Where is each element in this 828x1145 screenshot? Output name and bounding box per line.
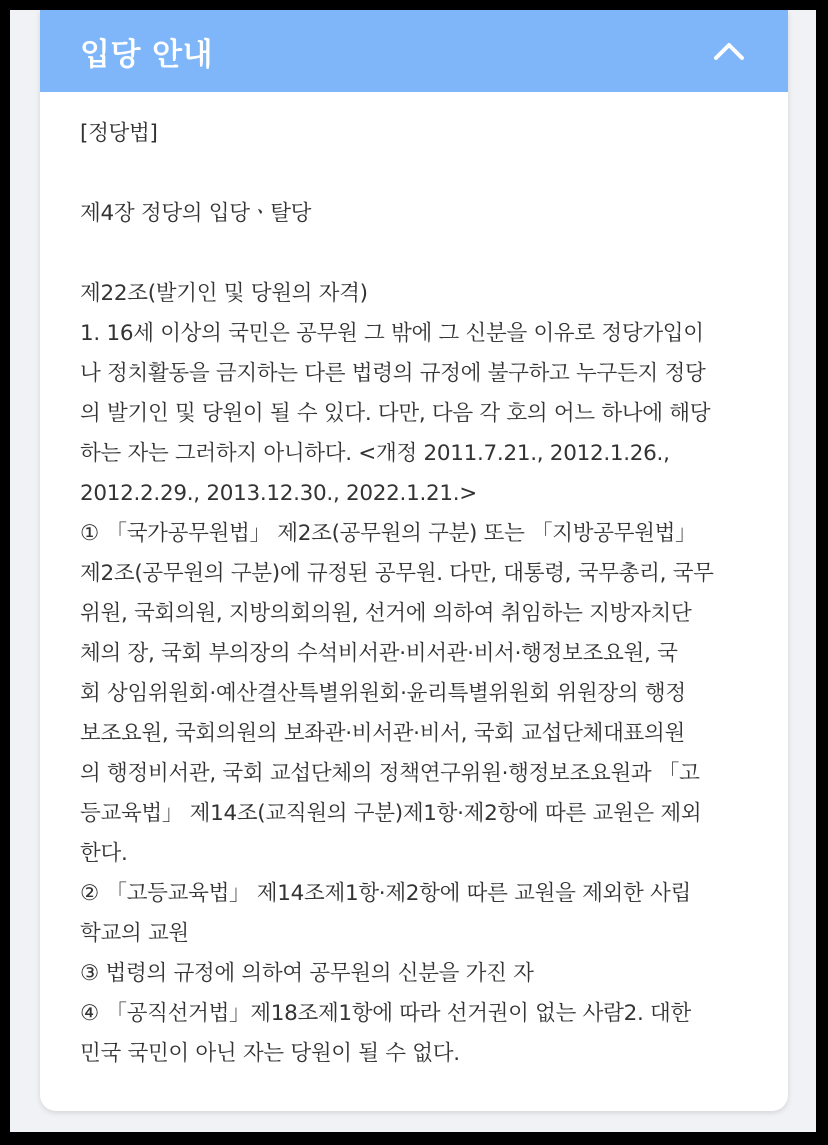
article-line: 2012.2.29., 2013.12.30., 2022.1.21.> [80, 481, 477, 506]
accordion-header[interactable] [40, 10, 788, 92]
article-line: 한다. [80, 841, 128, 866]
article-line: 의 발기인 및 당원이 될 수 있다. 다만, 다음 각 호의 어느 하나에 해당 [80, 401, 711, 426]
article-line: ④ 「공직선거법」제18조제1항에 따라 선거권이 없는 사람2. 대한 [80, 1001, 691, 1026]
article-line: ② 「고등교육법」 제14조제1항·제2항에 따른 교원을 제외한 사립 [80, 881, 691, 906]
chevron-up-icon[interactable] [712, 34, 746, 68]
article-line: 하는 자는 그러하지 아니하다. <개정 2011.7.21., 2012.1.26., [80, 441, 670, 466]
chapter-title: 제4장 정당의 입당ㆍ탈당 [80, 201, 312, 226]
article-line: 보조요원, 국회의원의 보좌관·비서관·비서, 국회 교섭단체대표의원 [80, 721, 685, 746]
article-line: 민국 국민이 아닌 자는 당원이 될 수 없다. [80, 1041, 460, 1066]
article-text [80, 314, 748, 1074]
card-title: 입당 안내 [80, 36, 214, 73]
article-line: 의 행정비서관, 국회 교섭단체의 정책연구위원·행정보조요원과 「고 [80, 761, 700, 786]
membership-guide-card [40, 10, 788, 1111]
article-line: 나 정치활동을 금지하는 다른 법령의 규정에 불구하고 누구든지 정당 [80, 361, 706, 386]
article-line: 위원, 국회의원, 지방의회의원, 선거에 의하여 취임하는 지방자치단 [80, 601, 692, 626]
article-line: 체의 장, 국회 부의장의 수석비서관·비서관·비서·행정보조요원, 국 [80, 641, 678, 666]
screen [10, 10, 816, 1132]
article-line: 학교의 교원 [80, 921, 189, 946]
article-line: ① 「국가공무원법」 제2조(공무원의 구분) 또는 「지방공무원법」 [80, 521, 697, 546]
article-line: ③ 법령의 규정에 의하여 공무원의 신분을 가진 자 [80, 961, 534, 986]
article-line: 회 상임위원회·예산결산특별위원회·윤리특별위원회 위원장의 행정 [80, 681, 686, 706]
card-body [40, 92, 788, 1074]
article-line: 1. 16세 이상의 국민은 공무원 그 밖에 그 신분을 이유로 정당가입이 [80, 321, 704, 346]
article-line: 제2조(공무원의 구분)에 규정된 공무원. 다만, 대통령, 국무총리, 국무 [80, 561, 714, 586]
article-title: 제22조(발기인 및 당원의 자격) [80, 281, 368, 306]
law-name: [정당법] [80, 121, 158, 146]
article-line: 등교육법」 제14조(교직원의 구분)제1항·제2항에 따른 교원은 제외 [80, 801, 702, 826]
